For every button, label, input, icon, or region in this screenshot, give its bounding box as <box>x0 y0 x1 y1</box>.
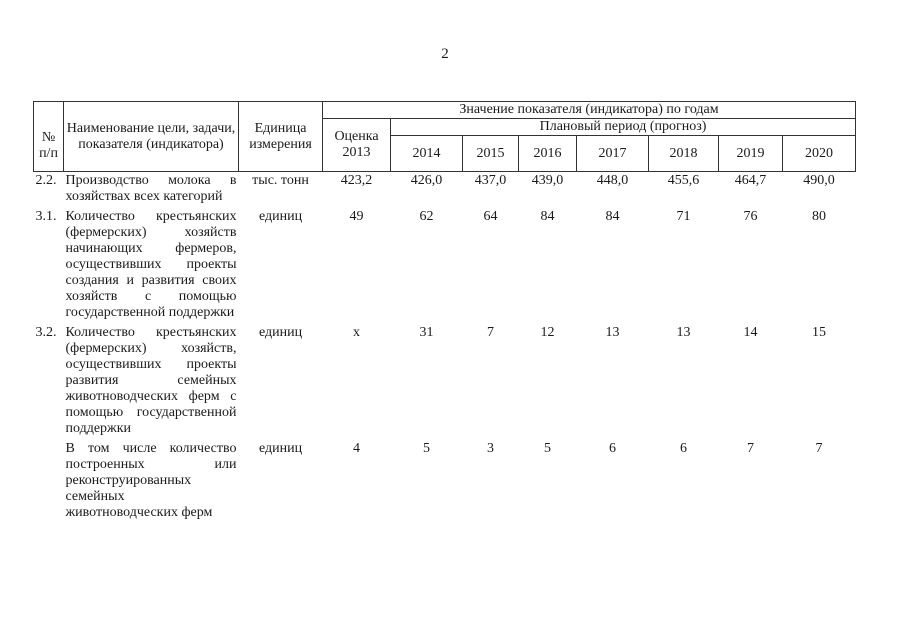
header-year: 2015 <box>463 136 519 172</box>
row-value: 6 <box>609 441 616 456</box>
row-name: Количество крестьянских (фермерских) хозяйств начинающих фермеров, осуществивших проекты создания и развития своих хозяйств с помощью государственной поддержки <box>65 209 237 320</box>
row-num <box>34 440 64 521</box>
row-value: 455,6 <box>667 173 700 188</box>
table-header <box>34 102 856 172</box>
header-values-group: Значение показателя (индикатора) по годам <box>323 102 856 119</box>
header-plan-period: Плановый период (прогноз) <box>391 119 856 136</box>
row-num: 3.1. <box>35 209 57 224</box>
row-value: 5 <box>423 441 430 456</box>
row-value: 14 <box>743 325 758 340</box>
row-value: 7 <box>815 441 823 456</box>
row-value: 5 <box>544 441 551 456</box>
row-name: Количество крестьянских (фермерских) хозяйств, осуществивших проекты развития семейных животноводческих ферм с помощью государственной поддержки <box>65 325 237 436</box>
row-num: 3.2. <box>35 325 57 340</box>
row-value: 437,0 <box>474 173 507 188</box>
table-row <box>34 440 856 521</box>
table-row <box>34 172 856 209</box>
row-value: 12 <box>540 325 555 340</box>
row-value: 3 <box>487 441 494 456</box>
header-name: Наименование цели, задачи, показателя (индикатора) <box>64 102 239 172</box>
row-unit: единиц <box>258 209 303 224</box>
row-value: 7 <box>747 441 754 456</box>
row-num: 2.2. <box>35 173 57 188</box>
row-value: 7 <box>487 325 494 340</box>
table-row <box>34 324 856 440</box>
row-value: 4 <box>353 441 360 456</box>
header-year: 2016 <box>519 136 577 172</box>
row-value: 439,0 <box>531 173 564 188</box>
row-value: 64 <box>483 209 498 224</box>
header-num: № п/п <box>34 102 64 172</box>
row-value: 76 <box>743 209 758 224</box>
page-number: 2 <box>441 46 449 62</box>
row-value: 49 <box>349 209 364 224</box>
row-unit: единиц <box>258 441 303 456</box>
row-value: 15 <box>812 325 826 340</box>
header-year: 2018 <box>649 136 719 172</box>
row-value: 31 <box>419 325 434 340</box>
header-unit: Единица измерения <box>239 102 323 172</box>
row-name: Производство молока в хозяйствах всех категорий <box>65 173 237 204</box>
row-value: 6 <box>680 441 687 456</box>
row-value: 62 <box>419 209 434 224</box>
row-value: 13 <box>676 325 691 340</box>
table-body <box>34 172 856 522</box>
header-year: 2019 <box>719 136 783 172</box>
row-name: В том числе количество построенных или реконструированных семейных животноводческих ферм <box>65 441 237 520</box>
table-row <box>34 208 856 324</box>
row-value: 426,0 <box>410 173 443 188</box>
row-value: 448,0 <box>596 173 629 188</box>
row-unit: тыс. тонн <box>252 173 309 188</box>
indicators-table <box>33 101 856 521</box>
header-year: 2020 <box>783 136 856 172</box>
row-value: 13 <box>605 325 620 340</box>
row-value: 80 <box>812 209 826 224</box>
row-value: 490,0 <box>803 173 835 188</box>
row-value: 464,7 <box>734 173 767 188</box>
row-value: 84 <box>540 209 555 224</box>
row-value: 84 <box>605 209 620 224</box>
header-year: 2017 <box>577 136 649 172</box>
header-estimate: Оценка 2013 <box>323 119 391 172</box>
header-year: 2014 <box>391 136 463 172</box>
row-value: 71 <box>676 209 691 224</box>
row-value: 423,2 <box>340 173 373 188</box>
row-value: x <box>353 325 360 340</box>
row-unit: единиц <box>258 325 303 340</box>
